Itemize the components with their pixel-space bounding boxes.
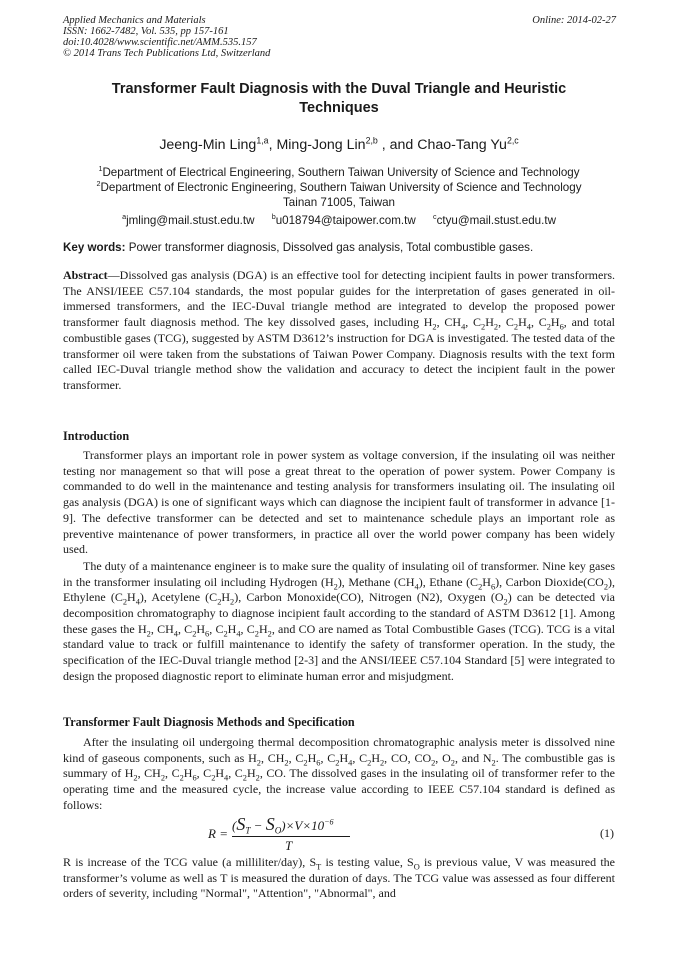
author-list — [60, 136, 618, 154]
chem-sub: 2 — [256, 758, 261, 768]
chem-sub: 2 — [432, 322, 437, 332]
chem-sub: 2 — [179, 773, 184, 783]
chem-sub: 2 — [217, 597, 222, 607]
chem: , — [407, 750, 415, 765]
title-line-2: Techniques — [299, 100, 379, 116]
chem: H — [221, 590, 231, 605]
methods-body-2 — [63, 855, 615, 902]
introduction-body — [63, 448, 615, 685]
chem: H — [307, 750, 317, 765]
chem-sub: 2 — [493, 322, 499, 332]
chem: H — [196, 621, 206, 636]
intro-paragraph-1: Transformer plays an important role in power system as voltage conversion, if the insulating oil was neither testing nor management so that will pose a great threat to the operation of power system. Power Company is commanded to do well in the maintenance and testing analysis for transformers insulating oil. The insulating oil gas analysis (DGA) is one of significant ways which can diagnose the incipient fault of transformer in advance [1-9]. The defective transformer can be detected and set to maintenance schedule plays an important role as preventive maintenance of power transformers, in practice all over the world power company has been widely used. — [63, 448, 615, 557]
keywords-label: Key words: — [63, 241, 126, 254]
chem-sub: 4 — [135, 597, 140, 607]
paper-title — [60, 80, 618, 118]
chem-sub: T — [316, 862, 322, 872]
author-name: Jeeng-Min Ling — [159, 137, 257, 153]
email-b[interactable] — [272, 214, 416, 227]
author-name: Chao-Tang Yu — [417, 137, 507, 153]
chem-sub: 4 — [526, 322, 531, 332]
chem: C — [473, 315, 482, 330]
chem-sub: 2 — [255, 773, 260, 783]
intro-paragraph-2 — [63, 559, 615, 685]
chem: C — [184, 621, 193, 636]
affiliation-2 — [60, 180, 618, 195]
chem: , — [260, 750, 268, 765]
chem: , — [196, 766, 204, 781]
author-sep: , — [268, 137, 277, 153]
chem: H — [258, 621, 268, 636]
email-text: jmling@mail.stust.edu.tw — [126, 214, 255, 227]
chem: H — [339, 750, 349, 765]
chem-sub: 2 — [242, 773, 247, 783]
text: R is increase of the TCG value (a milliliter/day), S — [63, 855, 317, 869]
text: ), Acetylene (C — [139, 590, 218, 605]
methods-paragraph-2 — [63, 855, 615, 902]
text: , and CO are named as Total Combustible Gases (TCG). TCG is a vital standard value to track or fulfill maintenance to identify the safety of transformer operation. In the study, the specification of the IEC-Duval triangle method [2-3] and the ANSI/IEEE C57.104 Standard [5] were integrated to design the proposed diagnostic report to eliminate human error and misjudgment. — [63, 621, 616, 683]
chem-sub: 2 — [122, 597, 128, 607]
chem-sub: 2 — [333, 582, 338, 592]
chem-sub: 6 — [490, 582, 496, 592]
affil-text: Tainan 71005, Taiwan — [283, 196, 395, 209]
text: is previous value, V was measured the transformer’s volume as well as T is measured the duration of days. The TCG value was assessed as four different orders of severity, including "Normal", "Attention", "Abnormal", and — [63, 855, 615, 901]
text: , and N — [454, 750, 492, 765]
journal-name: Applied Mechanics and Materials — [63, 15, 206, 26]
chem-sub: 2 — [303, 758, 308, 768]
text: , CO. The dissolved gases in the insulating oil of transformer refer to the operating time and the measured cycle, the increase value according to IEEE C57.104 standard is defined as follows: — [63, 766, 615, 812]
abstract — [63, 268, 615, 394]
chem: C — [203, 766, 212, 781]
equation-number: (1) — [600, 826, 614, 840]
issn-line: ISSN: 1662-7482, Vol. 535, pp 157-161 — [63, 26, 229, 37]
email-text: u018794@taipower.com.tw — [275, 214, 416, 227]
eq-symbol: V — [294, 818, 303, 833]
chem-sub: 4 — [348, 758, 353, 768]
eq-sub: T — [245, 825, 251, 836]
chem: H — [550, 315, 560, 330]
chem-sub: 4 — [224, 773, 229, 783]
affil-sup: 2 — [96, 179, 101, 189]
methods-body — [63, 735, 615, 814]
chem: , — [177, 621, 185, 636]
chem: , — [137, 766, 145, 781]
text: ), Carbon Dioxide(CO — [495, 574, 604, 589]
chem: , — [498, 315, 506, 330]
text: . The combustible gas is summary of H — [63, 750, 616, 781]
text: ), Carbon Monoxide(CO), Nitrogen (N2), Oxygen (O — [234, 590, 504, 605]
eq-sub: O — [274, 825, 282, 836]
chem: C — [246, 621, 255, 636]
methods-paragraph-1 — [63, 735, 615, 814]
text: ), Ethane (C — [418, 574, 479, 589]
chem-sub: 6 — [559, 322, 564, 332]
affiliation-1 — [60, 165, 618, 180]
chem: H — [246, 766, 256, 781]
chem: CH — [144, 766, 161, 781]
chem-sub: 2 — [603, 582, 609, 592]
equation-lhs: R = — [208, 826, 228, 841]
chem-sub: 2 — [160, 773, 166, 783]
chem: C — [327, 750, 336, 765]
keywords — [63, 240, 615, 255]
equation-numerator — [232, 814, 334, 835]
author-name: Ming-Jong Lin — [276, 137, 366, 153]
chem: , — [320, 750, 328, 765]
chem: CH — [444, 315, 462, 330]
text: The duty of a maintenance engineer is to make sure the quality of insulating oil of transformer. Nine key gases in the transformer insulating oil including Hydrogen (H — [63, 558, 615, 589]
chem-sub: 2 — [146, 629, 151, 639]
chem-sub: 2 — [223, 629, 228, 639]
chem-sub: 2 — [478, 582, 483, 592]
chem-sub: 2 — [491, 758, 496, 768]
copyright-line: © 2014 Trans Tech Publications Ltd, Switzerland — [63, 48, 271, 59]
email-sup: a — [122, 212, 127, 222]
eq-ten: ×10 — [302, 818, 325, 833]
chem: C — [359, 750, 368, 765]
section-heading-methods: Transformer Fault Diagnosis Methods and Specification — [63, 715, 355, 729]
abstract-text-tail: , and total combustible gases (TCG), suggested by ASTM D3612’s instruction for DGA is investigated. The tested data of the transformer oil were taken from the substations of Taiwan Power Company. Diagnosis results with the text form called IEC-Duval triangle method show the validation and accuracy to detect the incipient fault in the power transformer. — [63, 315, 615, 392]
chem-sub: 2 — [450, 758, 455, 768]
affiliation-3 — [60, 195, 618, 210]
chem: C — [538, 315, 547, 330]
chem-sub: 2 — [284, 758, 289, 768]
text: ) can be detected via decomposition chromatography to diagnose incipient fault according to the standard of ASTM D3612 [1]. Among these gases the H — [63, 590, 615, 636]
chem-sub: 2 — [503, 597, 508, 607]
chem: H — [127, 590, 136, 605]
text: is testing value, S — [321, 855, 414, 869]
chem-sub: 2 — [513, 322, 519, 332]
chem: H — [215, 766, 225, 781]
chem: H — [485, 315, 494, 330]
chem-sub: O — [413, 862, 420, 872]
text: ), Ethylene (C — [63, 574, 616, 605]
chem: , — [150, 621, 158, 636]
chem-sub: 2 — [379, 758, 385, 768]
doi-line: doi:10.4028/www.scientific.net/AMM.535.157 — [63, 37, 257, 48]
chem: , — [240, 621, 247, 636]
email-a[interactable] — [122, 214, 254, 227]
abstract-label: Abstract — [63, 268, 108, 282]
chem: H — [371, 750, 380, 765]
chem: , — [228, 766, 235, 781]
chem: H — [482, 574, 491, 589]
chem-sub: 6 — [192, 773, 197, 783]
journal-header — [63, 15, 270, 59]
equation-1 — [200, 814, 620, 854]
chem-sub: 2 — [546, 322, 551, 332]
chem-sub: 2 — [192, 629, 197, 639]
affil-text: Department of Electrical Engineering, Southern Taiwan University of Science and Technology — [102, 166, 580, 179]
chem-sub: 6 — [205, 629, 210, 639]
chem: , — [165, 766, 172, 781]
eq-paren: ( — [232, 818, 237, 833]
chem: , — [384, 750, 391, 765]
equation-denominator: T — [285, 838, 293, 853]
chem-sub: 2 — [254, 629, 259, 639]
eq-times: × — [285, 818, 295, 833]
section-heading-introduction: Introduction — [63, 429, 130, 443]
email-text: ctyu@mail.stust.edu.tw — [436, 214, 556, 227]
chem: CH — [157, 621, 174, 636]
text: ), Methane (CH — [337, 574, 415, 589]
chem-sub: 4 — [414, 582, 419, 592]
author-sup: 2,c — [506, 135, 519, 146]
fraction-bar — [232, 836, 350, 837]
eq-symbol: S — [236, 814, 246, 834]
chem-sub: 6 — [316, 758, 321, 768]
abstract-text: Dissolved gas analysis (DGA) is an effective tool for detecting incipient faults in power transformers. The ANSI/IEEE C57.104 standards, the most popular guides for the interpretation of gases generated in oil-immersed transformers, and the IEC-Duval triangle method are integrated to develop the proposed power transformer fault diagnosis method. The key dissolved gases, including — [63, 268, 615, 330]
email-sup: b — [271, 212, 276, 222]
chem: , — [465, 315, 474, 330]
chem: C — [505, 315, 514, 330]
chem: C — [215, 621, 224, 636]
chem: H — [518, 315, 527, 330]
chem: C — [234, 766, 243, 781]
chem-sub: 2 — [367, 758, 372, 768]
chem: CH — [267, 750, 285, 765]
chem: , — [435, 750, 443, 765]
chem-sub: 2 — [431, 758, 436, 768]
chem-sub: 2 — [481, 322, 486, 332]
email-c[interactable] — [433, 214, 556, 227]
chem: C — [171, 766, 180, 781]
affil-sup: 1 — [98, 164, 103, 174]
chem: C — [295, 750, 304, 765]
title-line-1: Transformer Fault Diagnosis with the Duval Triangle and Heuristic — [111, 81, 567, 97]
chem: H — [423, 315, 433, 330]
chem: O — [442, 750, 451, 765]
chem-sub: 2 — [335, 758, 340, 768]
chem: H — [183, 766, 193, 781]
chem: , — [209, 621, 216, 636]
chem-sub: 2 — [230, 597, 235, 607]
chem: , — [352, 750, 360, 765]
keywords-text: Power transformer diagnosis, Dissolved gas analysis, Total combustible gases. — [128, 241, 534, 254]
chem-sub: 2 — [267, 629, 272, 639]
text: After the insulating oil undergoing thermal decomposition chromatographic analysis meter is dissolved nine kind of gaseous components, such as H — [63, 735, 615, 765]
email-sup: c — [432, 212, 437, 222]
eq-minus: − — [250, 818, 266, 833]
author-sup: 2,b — [365, 135, 378, 146]
author-sep: , and — [377, 137, 418, 153]
abstract-paragraph — [63, 268, 615, 394]
chem: H — [227, 621, 237, 636]
chem-sub: 2 — [211, 773, 216, 783]
chem: , — [436, 315, 445, 330]
abstract-dash: — — [107, 268, 120, 282]
eq-exp: −6 — [324, 817, 334, 827]
email-list — [60, 214, 618, 228]
affil-text: Department of Electronic Engineering, Southern Taiwan University of Science and Technology — [100, 181, 582, 194]
chem: CO — [390, 750, 408, 765]
chem-sub: 4 — [461, 322, 466, 332]
chem-sub: 4 — [173, 629, 178, 639]
online-date: Online: 2014-02-27 — [532, 15, 616, 26]
chem: , — [288, 750, 296, 765]
eq-paren: ) — [281, 818, 286, 833]
chem: , — [530, 315, 539, 330]
chem-sub: 2 — [133, 773, 138, 783]
author-sup: 1,a — [256, 135, 269, 146]
chem-sub: 4 — [236, 629, 241, 639]
eq-symbol: S — [265, 814, 275, 834]
chem: CO — [414, 750, 432, 765]
